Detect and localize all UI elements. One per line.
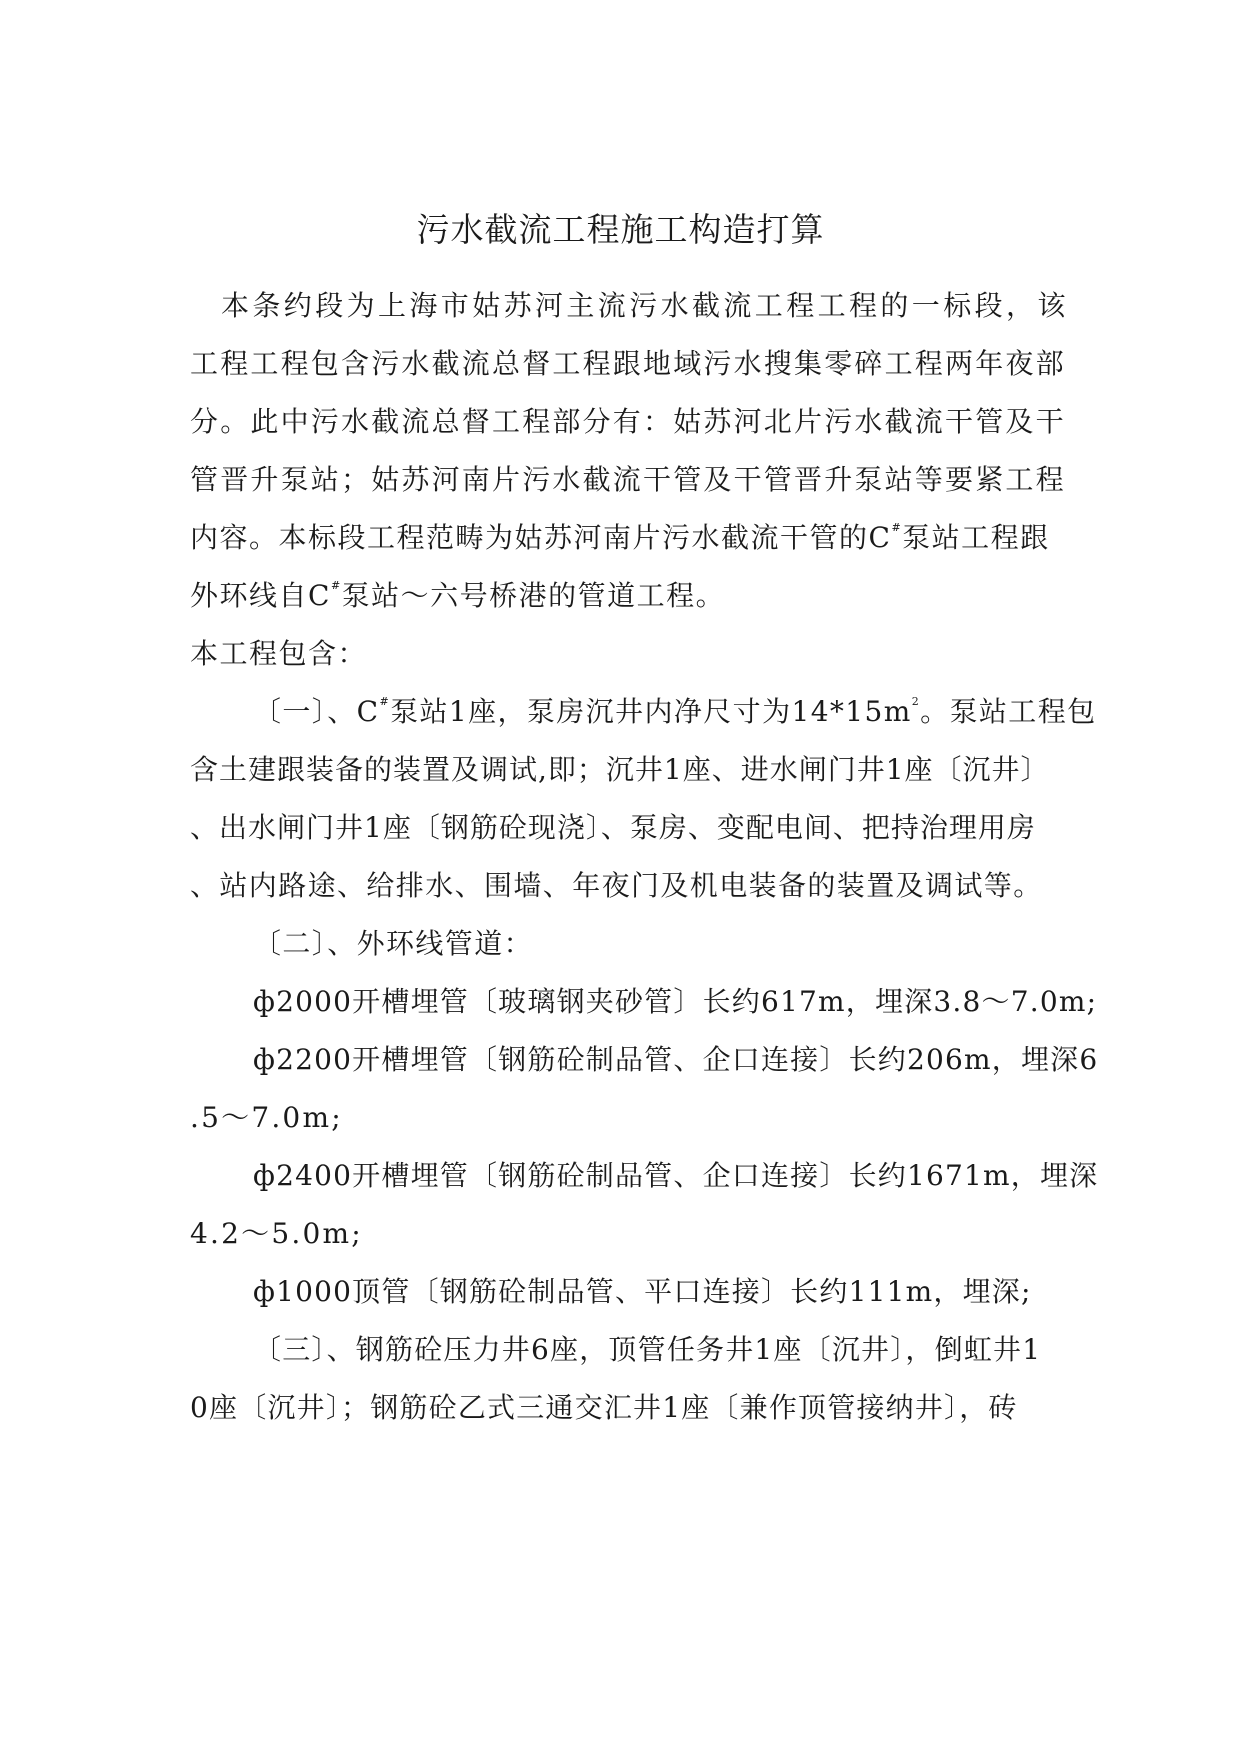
paragraph-line: ф2000开槽埋管〔玻璃钢夹砂管〕长约617m，埋深3.8～7.0m; bbox=[253, 985, 1098, 1018]
document-title: 污水截流工程施工构造打算 bbox=[416, 210, 825, 249]
paragraph-line: ф1000顶管〔钢筋砼制品管、平口连接〕长约111m，埋深; bbox=[253, 1275, 1032, 1308]
paragraph-line: 4.2～5.0m; bbox=[190, 1217, 363, 1250]
paragraph-line: 、出水闸门井1座〔钢筋砼现浇〕、泵房、变配电间、把持治理用房 bbox=[190, 811, 1036, 844]
paragraph-line: 〔二〕、外环线管道： bbox=[253, 927, 534, 960]
superscript: # bbox=[330, 579, 342, 592]
paragraph-line: 工程工程包含污水截流总督工程跟地域污水搜集零碎工程两年夜部 bbox=[190, 347, 1066, 380]
paragraph-line: 0座〔沉井〕；钢筋砼乙式三通交汇井1座〔兼作顶管接纳井〕，砖 bbox=[190, 1391, 1018, 1424]
paragraph-line: 管晋升泵站；姑苏河南片污水截流干管及干管晋升泵站等要紧工程 bbox=[190, 463, 1066, 496]
paragraph-line: 分。此中污水截流总督工程部分有：姑苏河北片污水截流干管及干 bbox=[190, 405, 1066, 438]
paragraph-line: 、站内路途、给排水、围墙、年夜门及机电装备的装置及调试等。 bbox=[190, 869, 1043, 902]
paragraph-line: 外环线自C#泵站～六号桥港的管道工程。 bbox=[190, 579, 726, 612]
paragraph-line: ф2400开槽埋管〔钢筋砼制品管、企口连接〕长约1671m，埋深 bbox=[253, 1159, 1099, 1192]
paragraph-line: 本工程包含： bbox=[190, 637, 368, 670]
paragraph-line: 〔一〕、C#泵站1座，泵房沉井内净尺寸为14*15m2。泵站工程包 bbox=[253, 695, 1097, 728]
superscript: 2 bbox=[911, 695, 921, 708]
superscript: # bbox=[891, 521, 903, 534]
paragraph-line: 〔三〕、钢筋砼压力井6座，顶管任务井1座〔沉井〕，倒虹井1 bbox=[253, 1333, 1042, 1366]
superscript: # bbox=[379, 695, 391, 708]
paragraph-line: 内容。本标段工程范畴为姑苏河南片污水截流干管的C#泵站工程跟 bbox=[190, 521, 1050, 554]
paragraph-line: 含土建跟装备的装置及调试,即；沉井1座、进水闸门井1座〔沉井〕 bbox=[190, 753, 1050, 786]
paragraph-line: 本条约段为上海市姑苏河主流污水截流工程工程的一标段，该 bbox=[221, 289, 1069, 322]
paragraph-line: .5～7.0m; bbox=[190, 1101, 343, 1134]
paragraph-line: ф2200开槽埋管〔钢筋砼制品管、企口连接〕长约206m，埋深6 bbox=[253, 1043, 1099, 1076]
